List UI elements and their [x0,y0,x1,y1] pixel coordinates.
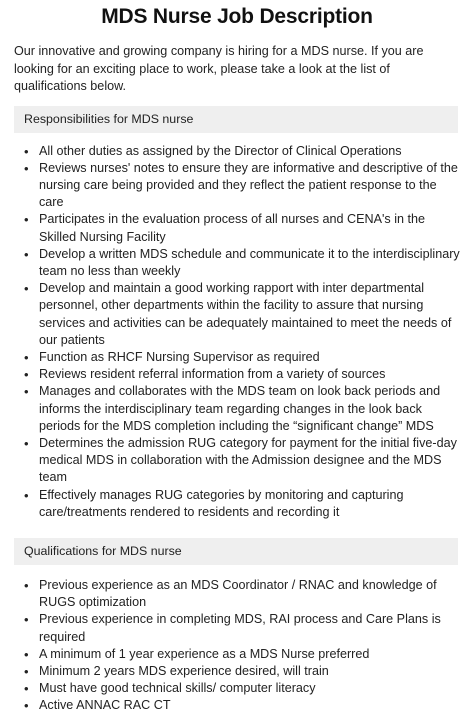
list-item: • Effectively manages RUG categories by monitoring and capturing care/treatments rendered to residents and recording it [14,487,460,521]
list-item: • Reviews resident referral information from a variety of sources [14,366,460,383]
list-item: • Manages and collaborates with the MDS team on look back periods and informs the interdisciplinary team regarding changes in the look back periods for the MDS completion including the “significant change” MDS [14,383,460,435]
list-item: • Previous experience in completing MDS, RAI process and Care Plans is required [14,611,460,645]
list-item: • Participates in the evaluation process of all nurses and CENA's in the Skilled Nursing Facility [14,211,460,245]
list-item: • Previous experience as an MDS Coordinator / RNAC and knowledge of RUGS optimization [14,577,460,611]
list-item: • Reviews nurses' notes to ensure they are informative and descriptive of the nursing care being provided and they reflect the patient response to the care [14,160,460,212]
list-item: • Determines the admission RUG category for payment for the initial five-day medical MDS in collaboration with the Admission designee and the MDS team [14,435,460,487]
list-item: • Minimum 2 years MDS experience desired, will train [14,663,460,680]
intro-paragraph: Our innovative and growing company is hiring for a MDS nurse. If you are looking for an exciting place to work, please take a look at the list of qualifications below. [14,44,424,93]
page-title: MDS Nurse Job Description [101,5,373,28]
qualifications-list [14,577,460,715]
responsibilities-list [14,143,460,521]
list-item: • Function as RHCF Nursing Supervisor as required [14,349,460,366]
qualifications-heading: Qualifications for MDS nurse [14,538,458,565]
responsibilities-heading: Responsibilities for MDS nurse [14,106,458,133]
list-item: • All other duties as assigned by the Director of Clinical Operations [14,143,460,160]
list-item: • Must have good technical skills/ computer literacy [14,680,460,697]
list-item: • A minimum of 1 year experience as a MDS Nurse preferred [14,646,460,663]
list-item: • Develop a written MDS schedule and communicate it to the interdisciplinary team no less than weekly [14,246,460,280]
list-item: • Develop and maintain a good working rapport with inter departmental personnel, other departments within the facility to assure that nursing services and activities can be adequately maintained to meet the needs of our patients [14,280,460,349]
list-item: • Active ANNAC RAC CT [14,697,460,714]
